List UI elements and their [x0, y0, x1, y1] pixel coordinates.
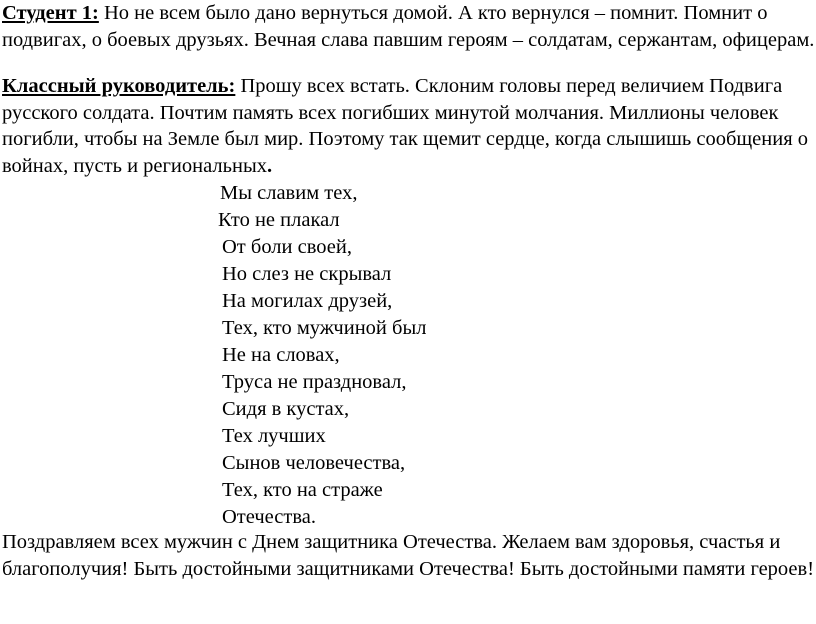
- student-paragraph: [2, 0, 816, 53]
- closing-paragraph: Поздравляем всех мужчин с Днем защитника Отечества. Желаем вам здоровья, счастья и благополучия! Быть достойными защитниками Отечества! Быть достойными памяти героев!: [2, 531, 815, 580]
- poem-line: Кто не плакал: [218, 209, 340, 231]
- poem-line: Тех, кто на страже: [222, 479, 383, 501]
- poem-line: Тех лучших: [222, 425, 326, 447]
- teacher-speaker-label: Классный руководитель:: [2, 75, 236, 97]
- poem-line: Отечества.: [222, 506, 316, 528]
- teacher-paragraph: [2, 73, 816, 179]
- poem-line: Труса не праздновал,: [222, 371, 407, 393]
- poem-line: Сынов человечества,: [222, 452, 406, 474]
- student-text: Но не всем было дано вернуться домой. А кто вернулся – помнит. Помнит о подвигах, о боевых друзьях. Вечная слава павшим героям – солдатам, сержантам, офицерам.: [2, 2, 815, 51]
- poem-line: Тех, кто мужчиной был: [222, 317, 427, 339]
- poem-line: Сидя в кустах,: [222, 398, 350, 420]
- poem-line: Но слез не скрывал: [222, 263, 392, 285]
- poem-line: От боли своей,: [222, 236, 352, 258]
- poem-line: Мы славим тех,: [220, 182, 358, 204]
- teacher-text-end: .: [266, 154, 273, 177]
- poem-line: На могилах друзей,: [222, 290, 393, 312]
- student-speaker-label: Студент 1:: [2, 2, 99, 24]
- poem-line: Не на словах,: [222, 344, 340, 366]
- teacher-text: Прошу всех встать. Склоним головы перед величием Подвига русского солдата. Почтим память всех погибших минутой молчания. Миллионы человек погибли, чтобы на Земле был мир. Поэтому так щемит сердце, когда слышишь сообщения о войнах, пусть и региональных: [2, 75, 809, 177]
